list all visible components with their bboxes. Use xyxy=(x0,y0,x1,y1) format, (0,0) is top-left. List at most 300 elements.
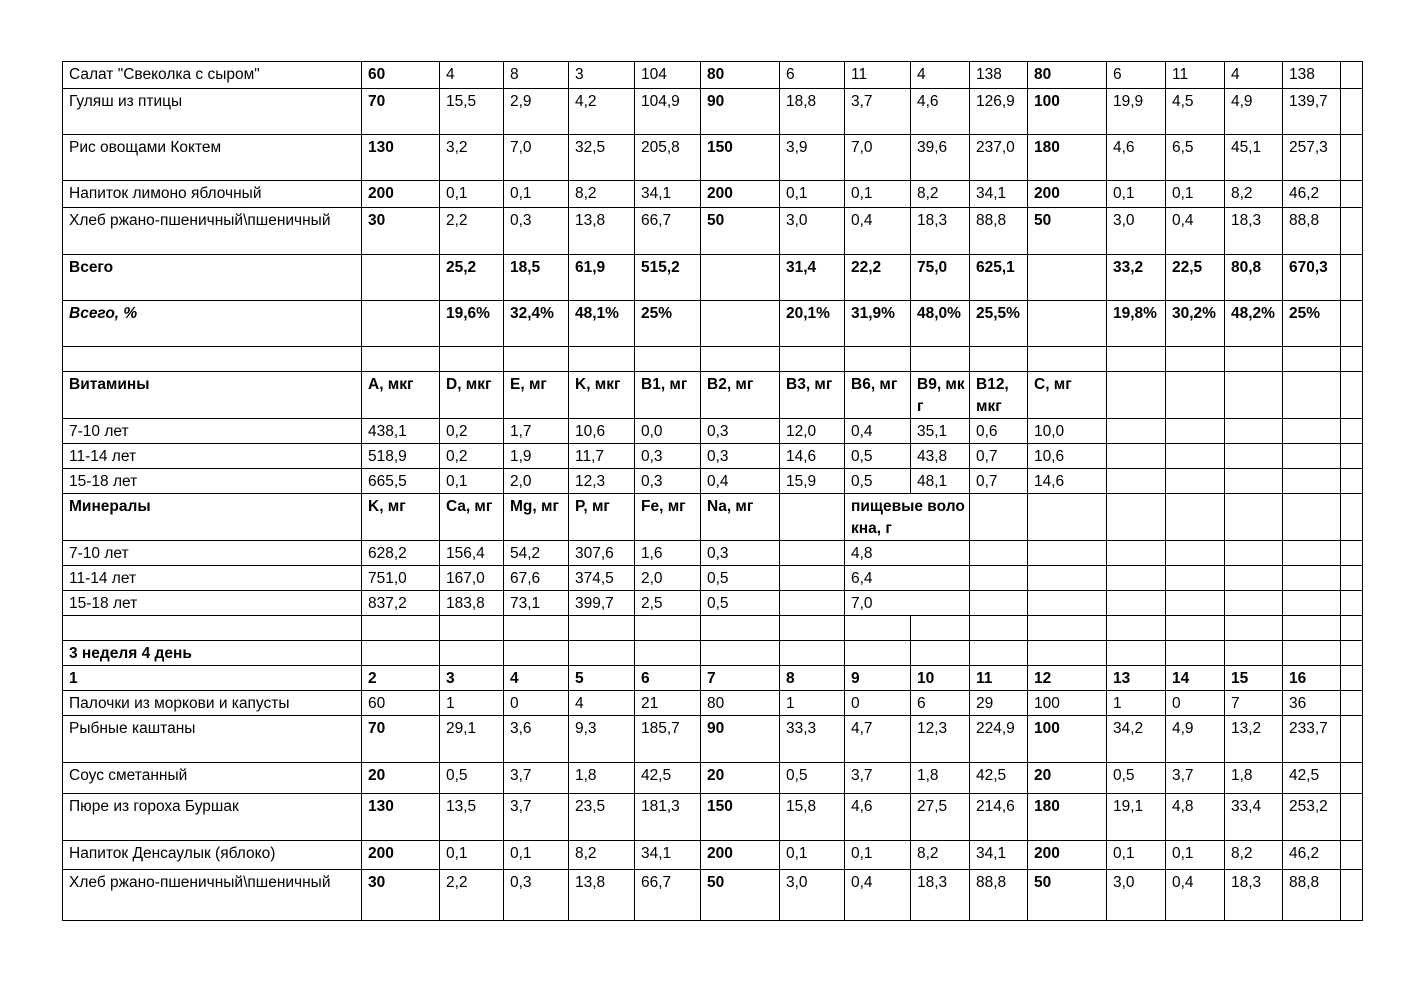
row-label-cell xyxy=(63,616,362,641)
table-cell xyxy=(362,255,440,301)
table-cell: 66,7 xyxy=(635,208,701,255)
table-cell: 20 xyxy=(1028,763,1107,794)
table-cell: E, мг xyxy=(504,372,569,419)
table-row xyxy=(63,494,1363,541)
table-cell xyxy=(1341,616,1363,641)
table-cell: 4 xyxy=(569,691,635,716)
table-cell xyxy=(440,347,504,372)
table-cell: 8,2 xyxy=(911,181,970,208)
table-cell: 19,9 xyxy=(1107,89,1166,135)
table-cell: 42,5 xyxy=(970,763,1028,794)
table-cell: 33,3 xyxy=(780,716,845,763)
table-cell: 14,6 xyxy=(780,444,845,469)
table-cell: K, мг xyxy=(362,494,440,541)
table-cell: 80,8 xyxy=(1225,255,1283,301)
table-cell: 29 xyxy=(970,691,1028,716)
table-cell: 88,8 xyxy=(1283,870,1341,921)
table-cell: 75,0 xyxy=(911,255,970,301)
table-cell: 0 xyxy=(504,691,569,716)
table-body xyxy=(63,62,1363,921)
table-cell: 2,2 xyxy=(440,208,504,255)
table-cell xyxy=(970,347,1028,372)
table-row xyxy=(63,208,1363,255)
table-cell xyxy=(845,616,911,641)
table-cell xyxy=(1283,641,1341,666)
table-cell: Na, мг xyxy=(701,494,780,541)
table-cell xyxy=(780,591,845,616)
row-label-cell: Всего, % xyxy=(63,301,362,347)
table-row xyxy=(63,372,1363,419)
table-cell: 22,2 xyxy=(845,255,911,301)
table-cell: 2 xyxy=(362,666,440,691)
table-cell: 3,7 xyxy=(1166,763,1225,794)
table-cell: C, мг xyxy=(1028,372,1107,419)
table-cell: 32,4% xyxy=(504,301,569,347)
table-cell: 214,6 xyxy=(970,794,1028,841)
table-cell: 10,6 xyxy=(1028,444,1107,469)
table-cell: 200 xyxy=(701,181,780,208)
table-cell xyxy=(1107,469,1166,494)
table-cell: 8,2 xyxy=(1225,841,1283,870)
table-cell: 48,1 xyxy=(911,469,970,494)
table-cell: 12,0 xyxy=(780,419,845,444)
table-cell xyxy=(970,494,1028,541)
table-cell: 88,8 xyxy=(1283,208,1341,255)
table-cell xyxy=(780,566,845,591)
table-cell xyxy=(1028,347,1107,372)
table-cell: 32,5 xyxy=(569,135,635,181)
table-cell xyxy=(1107,566,1166,591)
table-cell xyxy=(970,566,1028,591)
table-cell: 19,6% xyxy=(440,301,504,347)
table-cell xyxy=(635,641,701,666)
table-cell xyxy=(1225,566,1283,591)
table-cell xyxy=(440,616,504,641)
table-cell: 60 xyxy=(362,691,440,716)
table-cell: 4,8 xyxy=(1166,794,1225,841)
table-cell xyxy=(1283,566,1341,591)
row-label-cell: Рыбные каштаны xyxy=(63,716,362,763)
table-cell xyxy=(1283,372,1341,419)
table-cell: 156,4 xyxy=(440,541,504,566)
table-cell: 0,1 xyxy=(440,469,504,494)
table-cell: 7,0 xyxy=(845,591,970,616)
table-cell: 7,0 xyxy=(845,135,911,181)
table-cell: 0,4 xyxy=(1166,208,1225,255)
table-cell: 12 xyxy=(1028,666,1107,691)
table-cell: P, мг xyxy=(569,494,635,541)
table-cell xyxy=(1341,255,1363,301)
table-cell: 200 xyxy=(362,181,440,208)
table-row xyxy=(63,566,1363,591)
table-cell: A, мкг xyxy=(362,372,440,419)
table-cell xyxy=(1341,641,1363,666)
table-cell: 0,1 xyxy=(1107,181,1166,208)
table-cell xyxy=(1225,494,1283,541)
table-cell xyxy=(1283,541,1341,566)
table-cell: 80 xyxy=(1028,62,1107,89)
table-cell: 0,1 xyxy=(504,181,569,208)
table-cell: 7 xyxy=(1225,691,1283,716)
table-cell: 60 xyxy=(362,62,440,89)
table-cell: 15,8 xyxy=(780,794,845,841)
table-cell: 0,3 xyxy=(504,208,569,255)
table-cell: 48,0% xyxy=(911,301,970,347)
table-cell xyxy=(569,347,635,372)
table-cell: 35,1 xyxy=(911,419,970,444)
table-cell: 0,1 xyxy=(440,841,504,870)
table-cell: 180 xyxy=(1028,794,1107,841)
table-cell: 18,3 xyxy=(1225,208,1283,255)
table-cell: 0,1 xyxy=(1107,841,1166,870)
table-cell xyxy=(1341,870,1363,921)
table-cell: 2,0 xyxy=(504,469,569,494)
table-cell: 9 xyxy=(845,666,911,691)
table-cell: B2, мг xyxy=(701,372,780,419)
table-cell xyxy=(1341,691,1363,716)
table-cell: B3, мг xyxy=(780,372,845,419)
table-cell: 139,7 xyxy=(1283,89,1341,135)
table-cell xyxy=(1341,444,1363,469)
table-row xyxy=(63,135,1363,181)
table-row xyxy=(63,419,1363,444)
table-cell xyxy=(1225,419,1283,444)
row-label-cell: 7-10 лет xyxy=(63,419,362,444)
table-cell: 90 xyxy=(701,716,780,763)
table-row xyxy=(63,591,1363,616)
table-row xyxy=(63,89,1363,135)
table-cell: 130 xyxy=(362,135,440,181)
table-cell xyxy=(1341,666,1363,691)
table-cell: 73,1 xyxy=(504,591,569,616)
table-cell xyxy=(701,347,780,372)
table-cell xyxy=(635,616,701,641)
table-row xyxy=(63,641,1363,666)
row-label-cell: 7-10 лет xyxy=(63,541,362,566)
table-cell xyxy=(780,616,845,641)
table-cell: 4,6 xyxy=(1107,135,1166,181)
table-cell xyxy=(701,255,780,301)
table-cell: 0,1 xyxy=(845,181,911,208)
table-cell: 29,1 xyxy=(440,716,504,763)
table-cell: 20 xyxy=(701,763,780,794)
table-cell: 11 xyxy=(1166,62,1225,89)
table-cell xyxy=(1341,347,1363,372)
table-row xyxy=(63,541,1363,566)
table-cell: Ca, мг xyxy=(440,494,504,541)
table-cell: B6, мг xyxy=(845,372,911,419)
table-cell xyxy=(780,541,845,566)
table-cell: 3,9 xyxy=(780,135,845,181)
row-label-cell: Соус сметанный xyxy=(63,763,362,794)
table-cell: 18,8 xyxy=(780,89,845,135)
table-cell: 46,2 xyxy=(1283,181,1341,208)
table-cell xyxy=(701,641,780,666)
table-cell xyxy=(1283,347,1341,372)
table-cell: 50 xyxy=(701,208,780,255)
table-cell: 200 xyxy=(362,841,440,870)
table-cell: 66,7 xyxy=(635,870,701,921)
table-cell: 0 xyxy=(845,691,911,716)
table-cell: 21 xyxy=(635,691,701,716)
table-cell xyxy=(1028,591,1107,616)
table-cell: 50 xyxy=(701,870,780,921)
table-cell: 0,2 xyxy=(440,444,504,469)
row-label-cell: Напиток лимоно яблочный xyxy=(63,181,362,208)
table-cell: 42,5 xyxy=(635,763,701,794)
table-cell: 16 xyxy=(1283,666,1341,691)
table-cell: 4,6 xyxy=(845,794,911,841)
table-cell: 0,5 xyxy=(780,763,845,794)
table-cell: 2,9 xyxy=(504,89,569,135)
table-cell: 2,0 xyxy=(635,566,701,591)
table-cell: 6 xyxy=(911,691,970,716)
row-label-cell: Палочки из моркови и капусты xyxy=(63,691,362,716)
table-cell: 1,9 xyxy=(504,444,569,469)
table-cell: 45,1 xyxy=(1225,135,1283,181)
table-cell: 4,5 xyxy=(1166,89,1225,135)
table-cell: B9, мкг xyxy=(911,372,970,419)
table-cell: 3,7 xyxy=(504,794,569,841)
table-cell: 3,0 xyxy=(1107,870,1166,921)
table-cell: 3,0 xyxy=(780,208,845,255)
table-cell: 12,3 xyxy=(569,469,635,494)
row-label-cell: Витамины xyxy=(63,372,362,419)
table-cell: 0,3 xyxy=(635,444,701,469)
table-cell xyxy=(1166,469,1225,494)
table-cell: 185,7 xyxy=(635,716,701,763)
table-cell: 1 xyxy=(440,691,504,716)
row-label-cell: Пюре из гороха Буршак xyxy=(63,794,362,841)
table-cell: 0,4 xyxy=(845,870,911,921)
table-cell: 70 xyxy=(362,89,440,135)
table-cell xyxy=(635,347,701,372)
table-cell xyxy=(1166,494,1225,541)
table-cell: 19,8% xyxy=(1107,301,1166,347)
table-cell: 13,2 xyxy=(1225,716,1283,763)
table-cell: 0,1 xyxy=(1166,841,1225,870)
table-cell: 22,5 xyxy=(1166,255,1225,301)
table-cell: 0,1 xyxy=(845,841,911,870)
table-cell xyxy=(362,347,440,372)
table-cell xyxy=(1166,591,1225,616)
table-cell: 183,8 xyxy=(440,591,504,616)
table-cell: 4,2 xyxy=(569,89,635,135)
table-cell: 7 xyxy=(701,666,780,691)
table-cell: 6,5 xyxy=(1166,135,1225,181)
table-row xyxy=(63,841,1363,870)
table-cell: 33,4 xyxy=(1225,794,1283,841)
table-cell xyxy=(1341,541,1363,566)
table-cell: 70 xyxy=(362,716,440,763)
table-cell xyxy=(1107,494,1166,541)
row-label-cell: 15-18 лет xyxy=(63,469,362,494)
table-row xyxy=(63,301,1363,347)
table-cell: 80 xyxy=(701,62,780,89)
row-label-cell: Напиток Денсаулык (яблоко) xyxy=(63,841,362,870)
table-cell: 6 xyxy=(1107,62,1166,89)
table-cell xyxy=(1107,616,1166,641)
table-cell: 0,4 xyxy=(701,469,780,494)
table-cell xyxy=(504,347,569,372)
table-cell xyxy=(1283,419,1341,444)
table-cell: 100 xyxy=(1028,716,1107,763)
table-cell: 438,1 xyxy=(362,419,440,444)
table-cell: 4,9 xyxy=(1166,716,1225,763)
table-cell: 628,2 xyxy=(362,541,440,566)
table-cell xyxy=(569,616,635,641)
table-cell xyxy=(701,301,780,347)
table-cell: 1,7 xyxy=(504,419,569,444)
table-cell xyxy=(1341,419,1363,444)
table-cell xyxy=(362,616,440,641)
table-cell xyxy=(440,641,504,666)
table-cell xyxy=(1225,469,1283,494)
table-cell: 100 xyxy=(1028,691,1107,716)
table-cell xyxy=(780,347,845,372)
row-label-cell: 11-14 лет xyxy=(63,566,362,591)
table-cell: 34,1 xyxy=(970,181,1028,208)
table-cell: 33,2 xyxy=(1107,255,1166,301)
table-cell xyxy=(1107,541,1166,566)
table-row xyxy=(63,347,1363,372)
table-cell: 0,1 xyxy=(1166,181,1225,208)
table-cell: D, мкг xyxy=(440,372,504,419)
table-cell: 23,5 xyxy=(569,794,635,841)
table-cell: 1,8 xyxy=(569,763,635,794)
table-cell: 14 xyxy=(1166,666,1225,691)
table-row xyxy=(63,181,1363,208)
table-cell: 11 xyxy=(845,62,911,89)
table-cell: 4 xyxy=(440,62,504,89)
table-cell: 200 xyxy=(1028,841,1107,870)
table-cell: 15,9 xyxy=(780,469,845,494)
table-cell: 518,9 xyxy=(362,444,440,469)
table-cell: 25,2 xyxy=(440,255,504,301)
table-cell: 18,3 xyxy=(911,870,970,921)
table-cell: 399,7 xyxy=(569,591,635,616)
nutrition-table xyxy=(62,61,1363,921)
table-cell: 4,9 xyxy=(1225,89,1283,135)
row-label-cell: Рис овощами Коктем xyxy=(63,135,362,181)
table-cell xyxy=(1341,469,1363,494)
table-cell xyxy=(1225,591,1283,616)
table-cell xyxy=(1283,616,1341,641)
table-cell xyxy=(1166,347,1225,372)
table-cell xyxy=(970,616,1028,641)
table-cell: 61,9 xyxy=(569,255,635,301)
table-cell xyxy=(780,494,845,541)
table-cell: 34,1 xyxy=(970,841,1028,870)
table-cell: 10 xyxy=(911,666,970,691)
table-cell xyxy=(1166,641,1225,666)
table-cell: 4,6 xyxy=(911,89,970,135)
row-label-cell: 11-14 лет xyxy=(63,444,362,469)
table-cell xyxy=(1028,494,1107,541)
table-cell: 751,0 xyxy=(362,566,440,591)
table-cell: 100 xyxy=(1028,89,1107,135)
table-cell: 0,1 xyxy=(780,181,845,208)
table-cell xyxy=(970,641,1028,666)
table-cell: 19,1 xyxy=(1107,794,1166,841)
table-cell: 0,4 xyxy=(1166,870,1225,921)
table-cell: 4,7 xyxy=(845,716,911,763)
table-cell: 20 xyxy=(362,763,440,794)
table-row xyxy=(63,666,1363,691)
table-cell: 180 xyxy=(1028,135,1107,181)
table-cell: 88,8 xyxy=(970,208,1028,255)
table-cell: 36 xyxy=(1283,691,1341,716)
table-cell: 15,5 xyxy=(440,89,504,135)
table-cell xyxy=(1028,616,1107,641)
table-cell: пищевые волокна, г xyxy=(845,494,970,541)
table-cell: 8 xyxy=(504,62,569,89)
table-cell: 4 xyxy=(911,62,970,89)
table-cell: 237,0 xyxy=(970,135,1028,181)
table-cell: 0,7 xyxy=(970,469,1028,494)
table-cell xyxy=(1341,208,1363,255)
row-label-cell: Всего xyxy=(63,255,362,301)
table-cell xyxy=(1166,372,1225,419)
table-cell xyxy=(1107,591,1166,616)
table-cell: 34,1 xyxy=(635,181,701,208)
table-cell: 30 xyxy=(362,870,440,921)
table-cell: 253,2 xyxy=(1283,794,1341,841)
table-cell: 13,5 xyxy=(440,794,504,841)
table-cell: 30,2% xyxy=(1166,301,1225,347)
table-cell: 3,2 xyxy=(440,135,504,181)
table-cell: 4 xyxy=(1225,62,1283,89)
table-cell: 8,2 xyxy=(569,841,635,870)
table-cell xyxy=(1341,62,1363,89)
table-cell xyxy=(1341,591,1363,616)
table-cell: 200 xyxy=(701,841,780,870)
table-cell: 0,4 xyxy=(845,208,911,255)
table-cell xyxy=(1341,89,1363,135)
table-cell: 3 xyxy=(569,62,635,89)
table-cell: 257,3 xyxy=(1283,135,1341,181)
table-cell xyxy=(1166,616,1225,641)
table-row xyxy=(63,444,1363,469)
table-cell: 0,3 xyxy=(701,541,780,566)
table-cell: 67,6 xyxy=(504,566,569,591)
table-cell: 6 xyxy=(780,62,845,89)
table-cell xyxy=(1225,541,1283,566)
table-cell: 3,6 xyxy=(504,716,569,763)
table-cell xyxy=(1341,372,1363,419)
table-cell: 13 xyxy=(1107,666,1166,691)
table-cell: 150 xyxy=(701,794,780,841)
table-cell xyxy=(1341,841,1363,870)
table-cell: 80 xyxy=(701,691,780,716)
table-cell: 0,3 xyxy=(701,419,780,444)
table-cell: 1 xyxy=(1107,691,1166,716)
table-cell: 8 xyxy=(780,666,845,691)
table-cell xyxy=(1283,591,1341,616)
row-label-cell: Минералы xyxy=(63,494,362,541)
table-row xyxy=(63,691,1363,716)
table-cell xyxy=(1341,494,1363,541)
table-cell: 0,3 xyxy=(504,870,569,921)
table-cell: 104 xyxy=(635,62,701,89)
table-cell: 25% xyxy=(635,301,701,347)
table-row xyxy=(63,469,1363,494)
table-cell: 12,3 xyxy=(911,716,970,763)
table-cell: 10,6 xyxy=(569,419,635,444)
table-cell xyxy=(970,541,1028,566)
row-label-cell: Хлеб ржано-пшеничный\пшеничный xyxy=(63,870,362,921)
table-cell xyxy=(504,616,569,641)
